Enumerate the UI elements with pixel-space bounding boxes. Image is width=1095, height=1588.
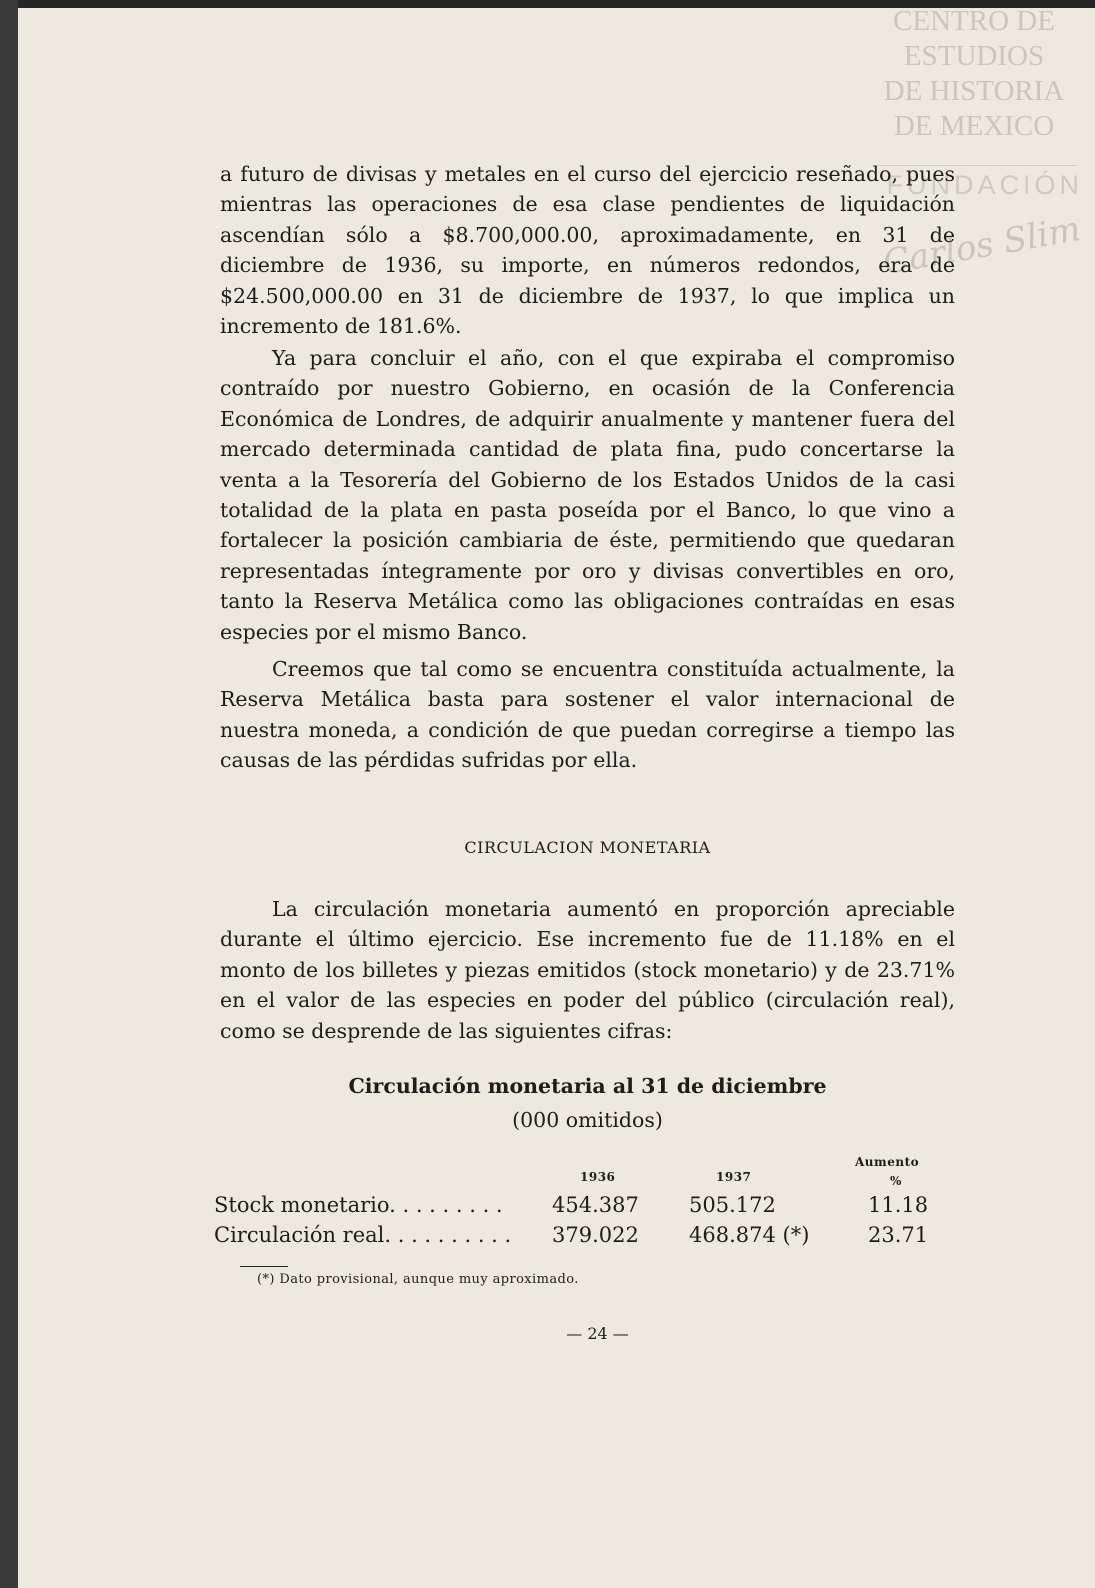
cell-stock-1937: 505.172	[689, 1193, 776, 1217]
column-header-percent: %	[890, 1174, 902, 1188]
body-paragraph-2	[220, 343, 955, 647]
table-subtitle: (000 omitidos)	[512, 1108, 663, 1132]
cell-stock-increase: 11.18	[868, 1193, 929, 1217]
watermark-line: DE HISTORIA	[883, 75, 1065, 107]
watermark-line: ESTUDIOS	[903, 40, 1045, 72]
page-number: — 24 —	[566, 1324, 629, 1343]
section-title: CIRCULACION MONETARIA	[464, 838, 711, 857]
row-label-circulacion: Circulación real. . . . . . . . . .	[214, 1223, 512, 1247]
body-paragraph-4	[220, 894, 955, 1046]
paragraph-text: Creemos que tal como se encuentra constituída actualmente, la Reserva Metálica basta para sostener el valor internacional de nuestra moneda, a condición de que puedan corregirse a tiempo las causas de las pérdidas sufridas por ella.	[220, 657, 955, 773]
watermark-signature: Carlos Slim	[879, 208, 1083, 284]
cell-circulacion-1936: 379.022	[552, 1223, 639, 1247]
body-paragraph-3	[220, 654, 955, 776]
paragraph-text: a futuro de divisas y metales en el curso del ejercicio reseñado, pues mientras las operaciones de esa clase pendientes de liquidación ascendían sólo a $8.700,000.00, aproximadamente, en 31 de diciembre de 1936, su importe, en números redondos, era de $24.500,000.00 en 31 de diciembre de 1937, lo que implica un incremento de 181.6%.	[220, 162, 955, 339]
footnote: (*) Dato provisional, aunque muy aproximado.	[257, 1272, 579, 1287]
watermark-line: CENTRO DE	[893, 5, 1055, 37]
column-header-1936: 1936	[580, 1170, 616, 1184]
scan-left-edge	[0, 0, 18, 1588]
row-label-stock: Stock monetario. . . . . . . . .	[214, 1193, 503, 1217]
paragraph-text: La circulación monetaria aumentó en proporción apreciable durante el último ejercicio. Ese incremento fue de 11.18% en el monto de los billetes y piezas emitidos (stock monetario) y de 23.71% en el valor de las especies en poder del público (circulación real), como se desprende de las siguientes cifras:	[220, 897, 955, 1043]
watermark-stamp	[869, 4, 1079, 144]
cell-circulacion-increase: 23.71	[868, 1223, 929, 1247]
column-header-1937: 1937	[716, 1170, 752, 1184]
body-paragraph-1	[220, 159, 955, 341]
cell-circulacion-1937: 468.874 (*)	[689, 1223, 810, 1247]
footnote-rule	[240, 1266, 288, 1267]
watermark-fundacion: FUNDACIÓN	[886, 170, 1083, 200]
column-header-increase: Aumento	[855, 1155, 920, 1169]
cell-stock-1936: 454.387	[552, 1193, 639, 1217]
table-title: Circulación monetaria al 31 de diciembre	[348, 1074, 827, 1098]
paragraph-text: Ya para concluir el año, con el que expiraba el compromiso contraído por nuestro Gobierno, en ocasión de la Conferencia Económica de Londres, de adquirir anualmente y mantener fuera del mercado determinada cantidad de plata fina, pudo concertarse la venta a la Tesorería del Gobierno de los Estados Unidos de la casi totalidad de la plata en pasta poseída por el Banco, lo que vino a fortalecer la posición cambiaria de éste, permitiendo que quedaran representadas íntegramente por oro y divisas convertibles en oro, tanto la Reserva Metálica como las obligaciones contraídas en esas especies por el mismo Banco.	[220, 346, 955, 644]
watermark-line: DE MEXICO	[893, 110, 1055, 142]
